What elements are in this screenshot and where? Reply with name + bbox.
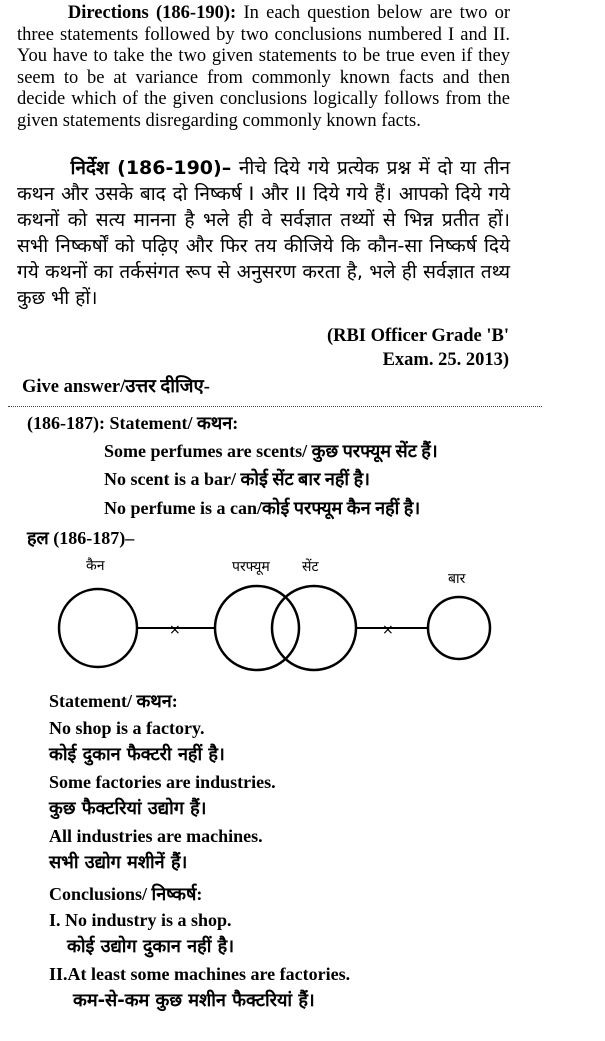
next-statement-2-hi: कुछ फैक्टरियां उद्योग हैं। <box>49 798 207 819</box>
conclusion-1-en: I. No industry is a shop. <box>49 910 232 930</box>
conclusion-2-hi: कम-से-कम कुछ मशीन फैक्टरियां हैं। <box>73 990 315 1011</box>
next-statement-1-hi: कोई दुकान फैक्टरी नहीं है। <box>49 744 225 765</box>
next-statement-3-en: All industries are machines. <box>49 826 263 846</box>
scent-circle <box>272 586 356 670</box>
label-scent: सेंट <box>302 559 319 575</box>
can-circle <box>59 589 137 667</box>
give-answer-text: Give answer/उत्तर दीजिए- <box>22 377 210 397</box>
next-statement-3-hi: सभी उद्योग मशीनें हैं। <box>49 852 188 873</box>
venn-diagram <box>0 540 605 680</box>
q186-statement-1: Some perfumes are scents/ कुछ परफ्यूम सेंट हैं। <box>104 441 438 461</box>
directions-hindi-heading: निर्देश (186-190)– <box>70 157 232 179</box>
conclusions-heading: Conclusions/ निष्कर्ष: <box>49 884 203 904</box>
cross-mark-2: × <box>382 622 394 638</box>
q186-statement-3: No perfume is a can/कोई परफ्यूम कैन नहीं है। <box>104 498 421 518</box>
label-bar: बार <box>448 571 466 587</box>
conclusion-2-en: II.At least some machines are factories. <box>49 964 351 984</box>
directions-hindi <box>17 155 510 311</box>
next-statement-2-en: Some factories are industries. <box>49 772 276 792</box>
label-can: कैन <box>86 558 105 574</box>
directions-body: In each question below are two or three statements followed by two conclusions numbered I and II. You have to take the two given statements to be true even if they seem to be at variance from commonly known facts and then decide which of the given conclusions logically follows from the given statements disregarding commonly known facts. <box>17 3 511 131</box>
q186-statement-2: No scent is a bar/ कोई सेंट बार नहीं है। <box>104 469 370 489</box>
directions-english <box>17 3 510 133</box>
bar-circle <box>428 597 490 659</box>
source-line-2: Exam. 25. 2013) <box>382 350 509 370</box>
directions-hindi-body: नीचे दिये गये प्रत्येक प्रश्न में दो या तीन कथन और उसके बाद दो निष्कर्ष I और II दिये गये हैं। आपको दिये गये कथनों को सत्य मानना है भले ही वे सर्वज्ञात तथ्यों से भिन्न प्रतीत हों। सभी निष्कर्षों को पढ़िए और फिर तय कीजिये कि कौन-सा निष्कर्ष दिये गये कथनों का तर्कसंगत रूप से अनुसरण करता है, भले ही सर्वज्ञात तथ्य कुछ भी हों। <box>17 157 510 309</box>
conclusion-1-hi: कोई उद्योग दुकान नहीं है। <box>67 936 235 957</box>
label-perfume: परफ्यूम <box>232 559 270 575</box>
next-statement-1-en: No shop is a factory. <box>49 718 205 738</box>
perfume-circle <box>215 586 299 670</box>
next-heading: Statement/ कथन: <box>49 691 178 711</box>
dotted-divider <box>8 406 542 407</box>
solution-heading: हल (186-187)– <box>27 528 135 548</box>
q186-heading: (186-187): Statement/ कथन: <box>27 413 239 433</box>
source-line-1: (RBI Officer Grade 'B' <box>326 326 509 346</box>
cross-mark-1: × <box>169 622 181 638</box>
directions-heading: Directions (186-190): <box>67 3 237 23</box>
give-answer <box>22 373 210 398</box>
